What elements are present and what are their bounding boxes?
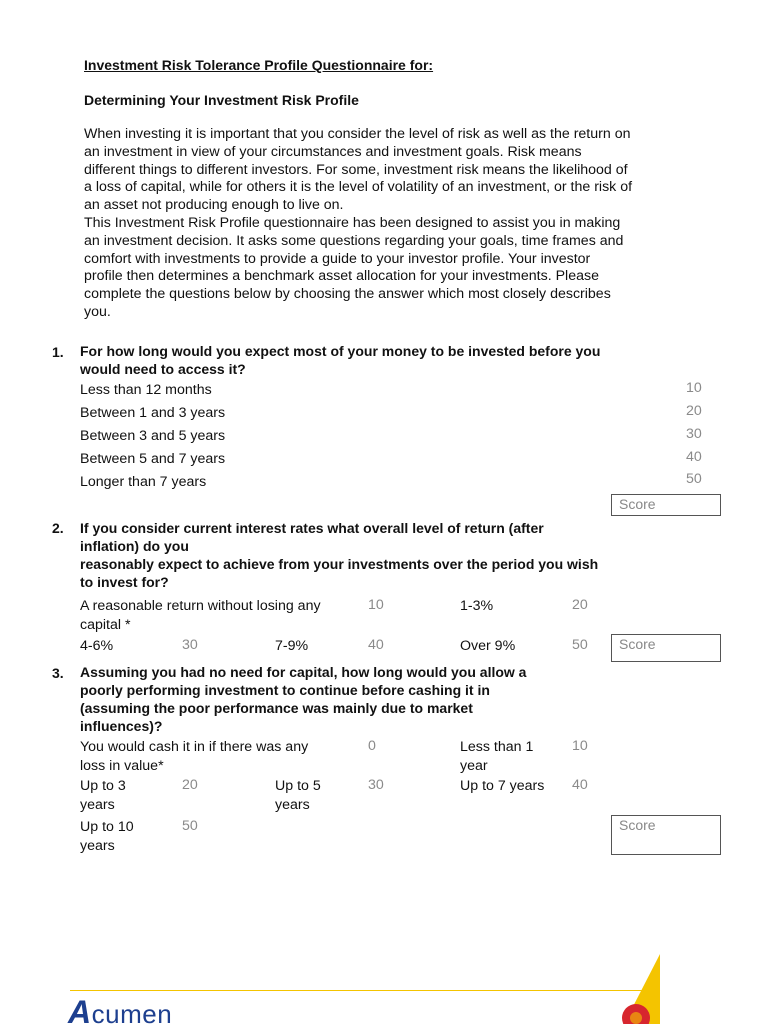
q2-option-score: 30 [182,637,198,653]
q1-score-field[interactable]: Score [611,494,721,516]
option-line: A reasonable return without losing any [80,598,321,614]
q1-option-label[interactable]: Between 1 and 3 years [80,405,226,421]
question-1-text [80,342,665,378]
q1-option-score: 50 [686,471,702,487]
intro-line: comfort with investments to provide a guide to your investor profile. Your investor [84,250,591,267]
brand-corner-graphic [610,950,670,1024]
question-line: influences)? [80,718,163,734]
intro-line: complete the questions below by choosing the answer which most closely describes [84,286,611,303]
question-line: reasonably expect to achieve from your investments over the period you wish [80,556,599,572]
q1-option-score: 30 [686,426,702,442]
option-line: Up to 3 [80,778,126,794]
intro-line: When investing it is important that you consider the level of risk as well as the return on [84,126,631,142]
q1-option-label[interactable]: Less than 12 months [80,382,212,398]
q3-option-label[interactable] [80,818,134,856]
option-line: years [80,797,115,813]
q3-option-score: 0 [368,738,376,754]
question-3-number: 3. [52,665,64,681]
q2-option-score: 40 [368,637,384,653]
question-line: (assuming the poor performance was mainly due to market [80,700,473,716]
q2-option-label[interactable] [80,597,321,635]
option-line: Up to 5 [275,778,321,794]
q3-option-score: 40 [572,777,588,793]
q3-option-score: 20 [182,777,198,793]
option-line: Up to 10 [80,819,134,835]
acumen-logo [68,994,172,1031]
footer-rule [70,990,650,991]
q1-option-score: 40 [686,449,702,465]
document-subtitle: Determining Your Investment Risk Profile [84,92,359,108]
question-line: to invest for? [80,574,169,590]
option-line: year [460,758,488,774]
intro-line: you. [84,303,111,320]
q1-option-label[interactable]: Between 3 and 5 years [80,428,226,444]
q3-score-field[interactable]: Score [611,815,721,855]
logo-initial: A [68,994,92,1030]
question-2-number: 2. [52,520,64,536]
logo-wordmark: cumen [91,999,173,1029]
q1-option-label[interactable]: Longer than 7 years [80,474,207,490]
q2-option-label[interactable]: 7-9% [275,638,309,654]
q2-option-score: 50 [572,637,588,653]
option-line: capital * [80,617,131,633]
q2-option-score: 10 [368,597,384,613]
q2-score-field[interactable]: Score [611,634,721,662]
question-line: poorly performing investment to continue before cashing it in [80,682,490,698]
question-2-text [80,519,665,591]
intro-line: different things to different investors. For some, investment risk means the likelihood of [84,161,628,178]
q2-option-label[interactable]: 4-6% [80,638,114,654]
q1-option-score: 20 [686,403,702,419]
intro-line: an asset not producing enough to live on. [84,197,344,214]
q1-option-label[interactable]: Between 5 and 7 years [80,451,226,467]
q3-option-label[interactable] [80,777,126,815]
intro-line: a loss of capital, while for others it is the level of volatility of an investment, or the risk of [84,179,633,196]
q3-option-label[interactable] [460,738,533,776]
q2-option-label[interactable]: 1-3% [460,598,494,614]
q3-option-score: 30 [368,777,384,793]
question-line: For how long would you expect most of your money to be invested before you [80,343,601,359]
question-3-text [80,663,665,735]
intro-line: an investment in view of your circumstances and investment goals. Risk means [84,143,582,160]
q2-option-score: 20 [572,597,588,613]
q2-option-label[interactable]: Over 9% [460,638,516,654]
q3-option-label[interactable]: Up to 7 years [460,778,545,794]
q3-option-score: 50 [182,818,198,834]
option-line: You would cash it in if there was any [80,739,309,755]
q3-option-label[interactable] [275,777,321,815]
intro-line: This Investment Risk Profile questionnaire has been designed to assist you in making [84,214,621,231]
question-line: If you consider current interest rates what overall level of return (after [80,520,544,536]
q1-option-score: 10 [686,380,702,396]
option-line: years [275,797,310,813]
question-line: would need to access it? [80,361,246,377]
brand-circle-center [630,1012,642,1024]
intro-text [84,126,690,322]
intro-line: an investment decision. It asks some questions regarding your goals, time frames and [84,232,624,249]
question-line: inflation) do you [80,538,189,554]
document-title: Investment Risk Tolerance Profile Questionnaire for: [84,57,434,73]
option-line: loss in value* [80,758,164,774]
q3-option-label[interactable] [80,738,308,776]
q3-option-score: 10 [572,738,588,754]
question-line: Assuming you had no need for capital, how long would you allow a [80,664,527,680]
option-line: Less than 1 [460,739,534,755]
option-line: years [80,838,115,854]
question-1-number: 1. [52,344,64,360]
intro-line: profile then determines a benchmark asset allocation for your investments. Please [84,268,599,285]
